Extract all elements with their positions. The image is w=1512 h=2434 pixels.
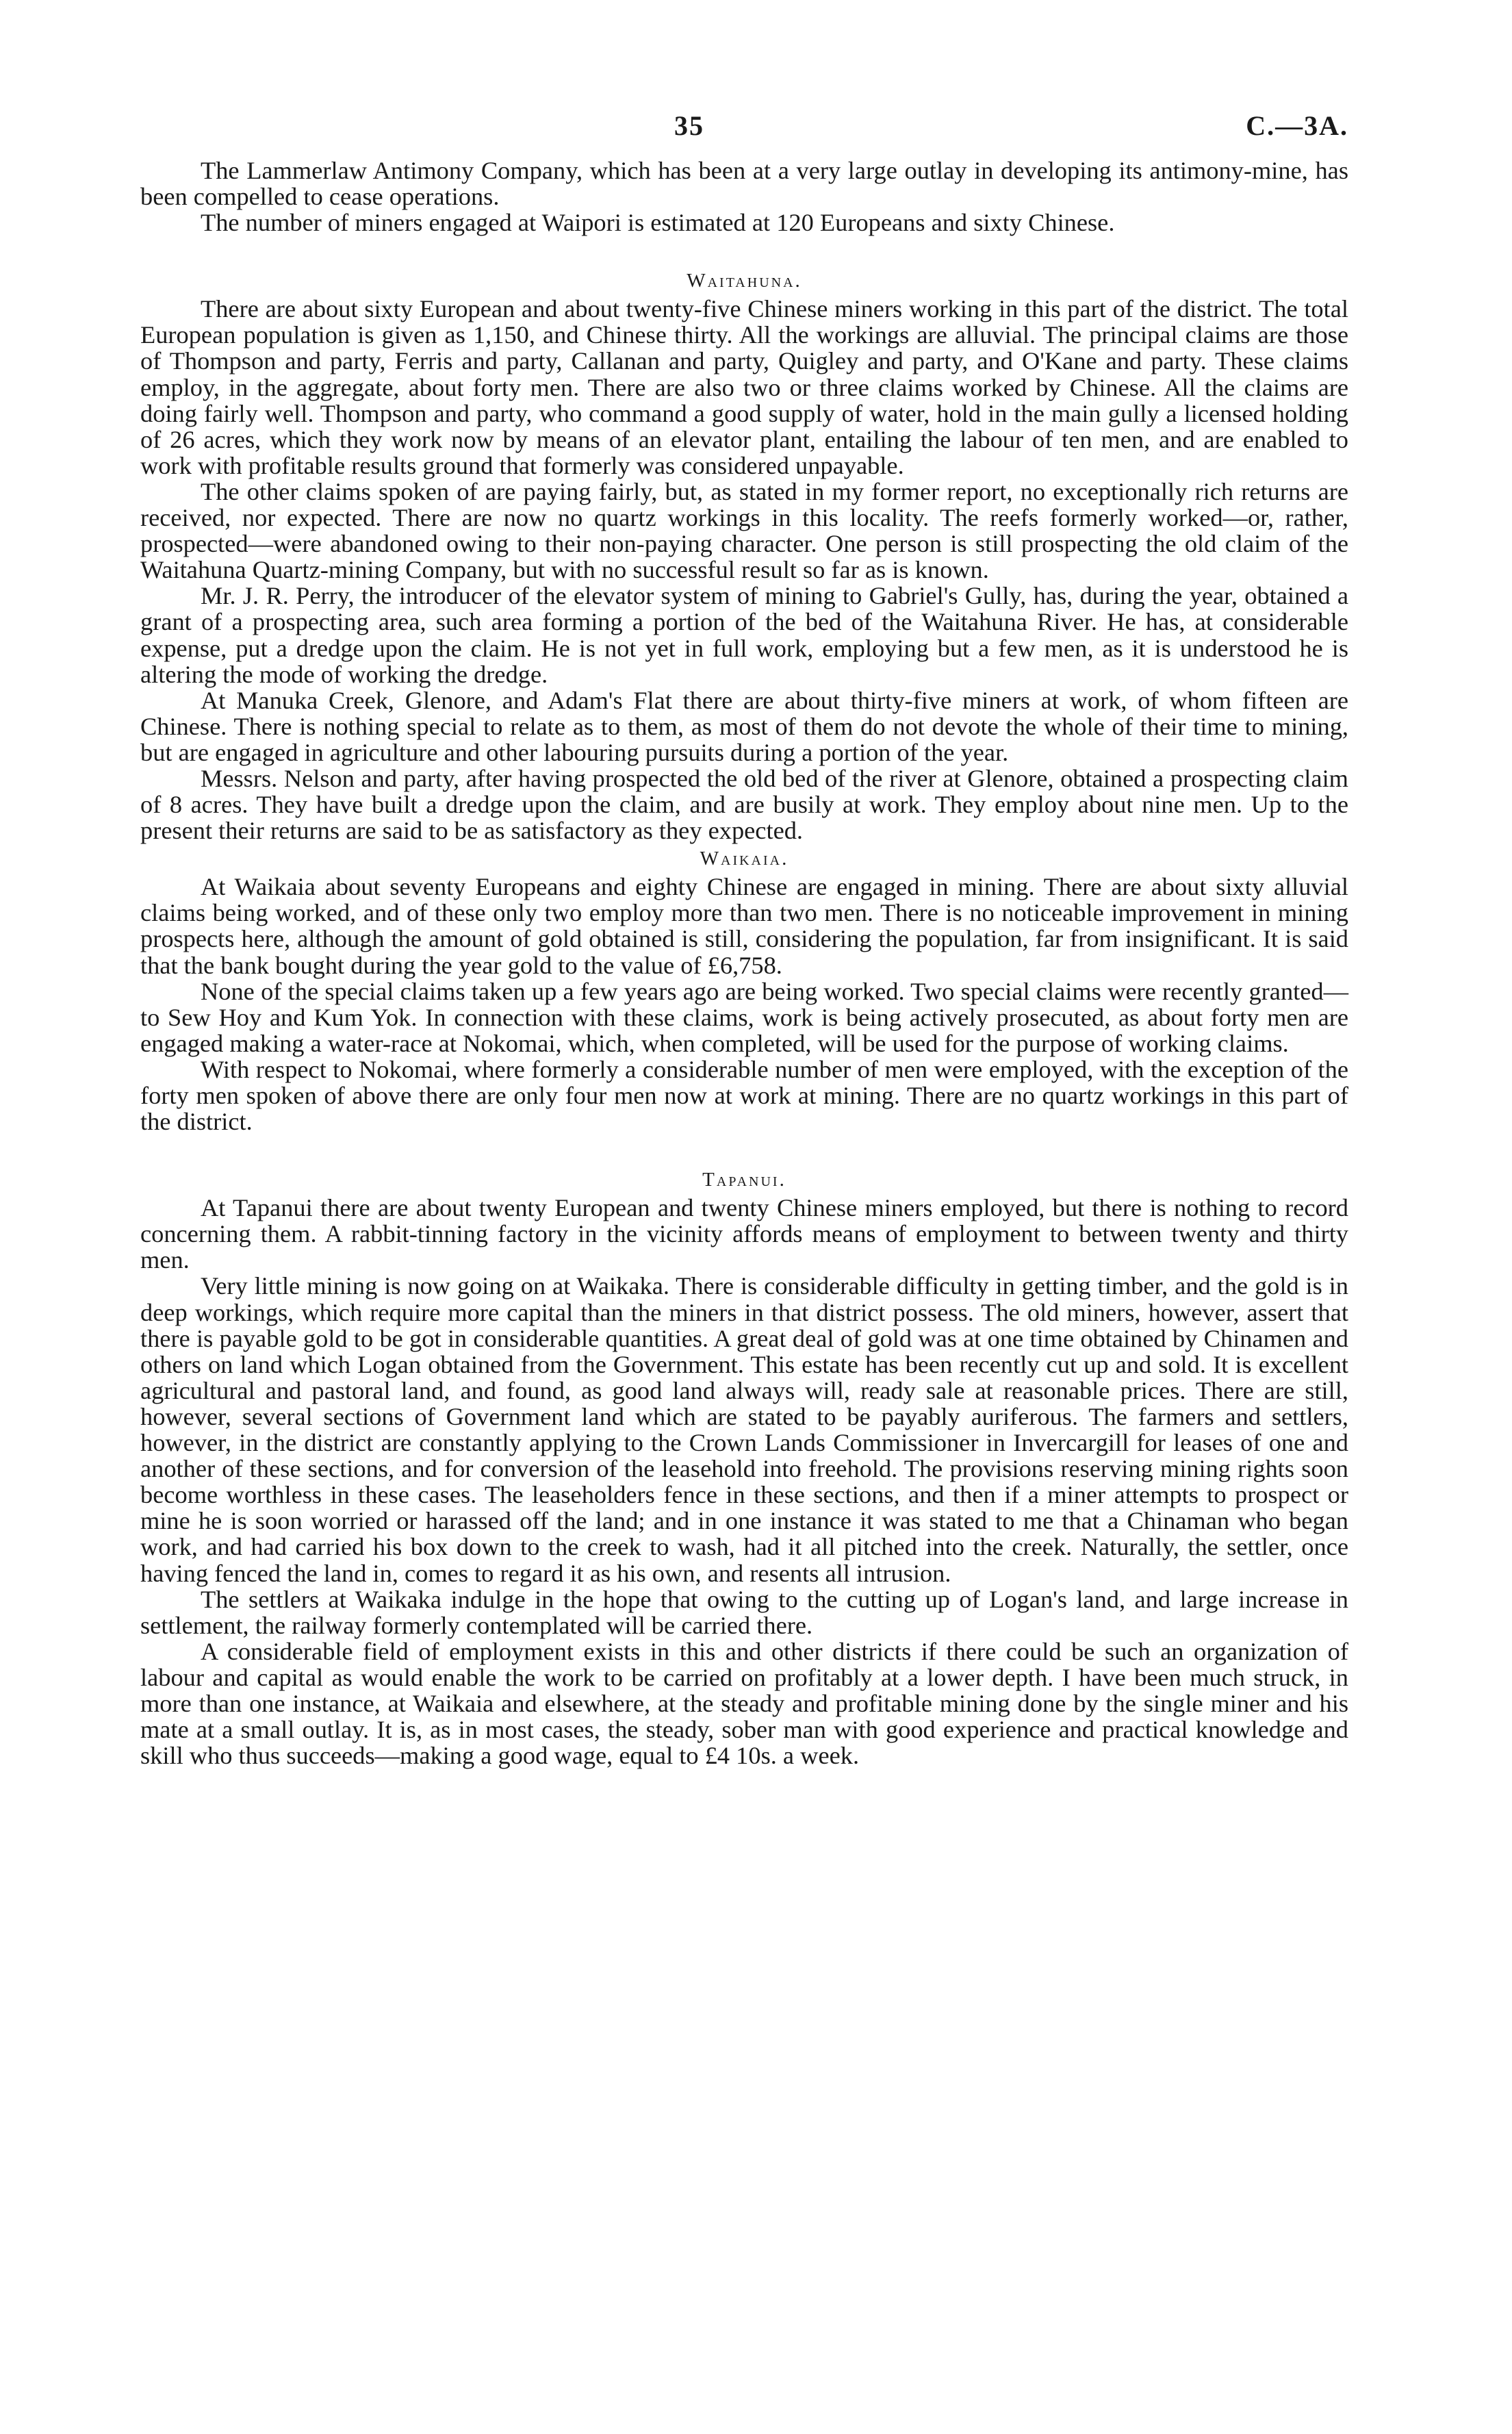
section-heading-waitahuna: Waitahuna. xyxy=(687,270,802,292)
paragraph: With respect to Nokomai, where formerly a considerable number of men were employed, with the exception of the forty men spoken of above there are only four men now at work at mining. There are no quartz workings in this part of the district. xyxy=(140,1055,1348,1136)
paragraph: Mr. J. R. Perry, the introducer of the elevator system of mining to Gabriel's Gully, has, during the year, obtained a grant of a prospecting area, such area forming a portion of the bed of the Waitahuna River. He has, at considerable expense, put a dredge upon the claim. He is not yet in full work, employing but a few men, as it is understood he is altering the mode of working the dredge. xyxy=(140,582,1348,688)
section-waitahuna xyxy=(140,266,1348,844)
section-intro xyxy=(140,157,1348,236)
paragraph: At Manuka Creek, Glenore, and Adam's Flat there are about thirty-five miners at work, of whom fifteen are Chinese. There is nothing special to relate as to them, as most of them do not devote the whole of their time to mining, but are engaged in agriculture and other labouring pursuits during a portion of the year. xyxy=(140,686,1348,766)
paragraph: The Lammerlaw Antimony Company, which has been at a very large outlay in developing its antimony-mine, has been compelled to cease operations. xyxy=(140,157,1348,211)
paragraph: Messrs. Nelson and party, after having prospected the old bed of the river at Glenore, obtained a prospecting claim of 8 acres. They have built a dredge upon the claim, and are busily at work. They employ about nine men. Up to the present their returns are said to be as satisfactory as they expected. xyxy=(140,764,1348,845)
paragraph: None of the special claims taken up a few years ago are being worked. Two special claims were recently granted—to Sew Hoy and Kum Yok. In connection with these claims, work is being actively prosecuted, as about forty men are engaged making a water-race at Nokomai, which, when completed, will be used for the purpose of working claims. xyxy=(140,977,1348,1057)
paragraph: At Waikaia about seventy Europeans and eighty Chinese are engaged in mining. There are about sixty alluvial claims being worked, and of these only two employ more than two men. There is no noticeable improvement in mining prospects here, although the amount of gold obtained is still, considering the population, far from insignificant. It is said that the bank bought during the year gold to the value of £6,758. xyxy=(140,873,1348,979)
section-heading-waikaia: Waikaia. xyxy=(700,848,789,870)
paragraph: The other claims spoken of are paying fairly, but, as stated in my former report, no exceptionally rich returns are received, nor expected. There are now no quartz workings in this locality. The reefs formerly worked—or, rather, prospected—were abandoned owing to their non-paying character. One person is still prospecting the old claim of the Waitahuna Quartz-mining Company, but with no successful result so far as is known. xyxy=(140,477,1348,584)
section-heading-tapanui: Tapanui. xyxy=(702,1169,786,1191)
paragraph: A considerable field of employment exists in this and other districts if there could be such an organization of labour and capital as would enable the work to be carried on profitably at a lower depth. I have been much struck, in more than one instance, at Waikaia and elsewhere, at the steady and profitable mining done by the single miner and his mate at a small outlay. It is, as in most cases, the steady, sober man with good experience and practical knowledge and skill who thus succeeds—making a good wage, equal to £4 10s. a week. xyxy=(140,1637,1348,1770)
section-tapanui xyxy=(140,1165,1348,1769)
paragraph: At Tapanui there are about twenty European and twenty Chinese miners employed, but there is nothing to record concerning them. A rabbit-tinning factory in the vicinity affords means of employment to between twenty and thirty men. xyxy=(140,1194,1348,1274)
page-number: 35 xyxy=(674,110,704,141)
paragraph: There are about sixty European and about twenty-five Chinese miners working in this part of the district. The total European population is given as 1,150, and Chinese thirty. All the workings are alluvial. The principal claims are those of Thompson and party, Ferris and party, Callanan and party, Quigley and party, and O'Kane and party. These claims employ, in the aggregate, about forty men. There are also two or three claims worked by Chinese. All the claims are doing fairly well. Thompson and party, who command a good supply of water, hold in the main gully a licensed holding of 26 acres, which they work now by means of an elevator plant, entailing the labour of ten men, and are enabled to work with profitable results ground that formerly was considered unpayable. xyxy=(140,295,1348,479)
paragraph: The settlers at Waikaka indulge in the hope that owing to the cutting up of Logan's land, and large increase in settlement, the railway formerly contemplated will be carried there. xyxy=(140,1585,1348,1639)
paragraph: Very little mining is now going on at Waikaka. There is considerable difficulty in getting timber, and the gold is in deep workings, which require more capital than the miners in that district possess. The old miners, however, assert that there is payable gold to be got in considerable quantities. A great deal of gold was at one time obtained by Chinamen and others on land which Logan obtained from the Government. This estate has been recently cut up and sold. It is excellent agricultural and pastoral land, and found, as good land always will, ready sale at reasonable prices. There are still, however, several sections of Government land which are stated to be payably auriferous. The farmers and settlers, however, in the district are constantly applying to the Crown Lands Commissioner in Invercargill for leases of one and another of these sections, and for conversion of the leasehold into freehold. The provisions reserving mining rights soon become worthless in these cases. The leaseholders fence in these sections, and then if a miner attempts to prospect or mine he is soon worried or harassed off the land; and in one instance it was stated to me that a Chinaman who began work, and had carried his box down to the creek to wash, had it all pitched into the creek. Naturally, the settler, once having fenced the land in, comes to regard it as his own, and resents all intrusion. xyxy=(140,1272,1348,1587)
section-waikaia xyxy=(140,844,1348,1134)
document-page xyxy=(140,110,1348,1769)
page-header xyxy=(140,110,1348,157)
paragraph: The number of miners engaged at Waipori is estimated at 120 Europeans and sixty Chinese. xyxy=(201,209,1115,237)
document-reference: C.—3A. xyxy=(1246,110,1348,141)
